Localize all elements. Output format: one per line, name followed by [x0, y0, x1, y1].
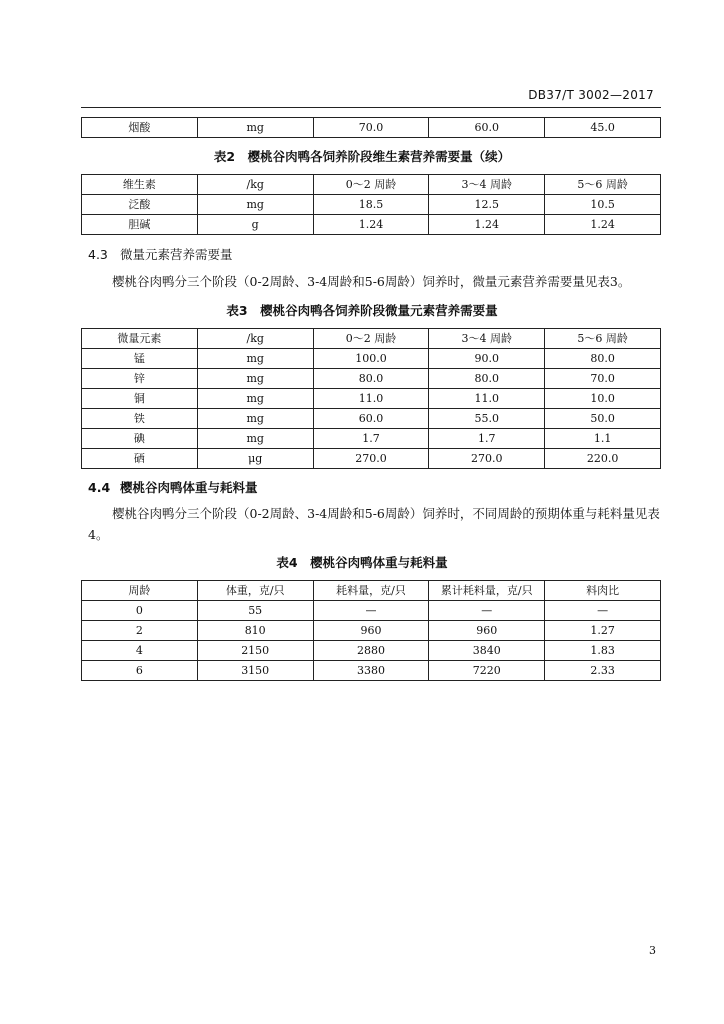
table-cell: 硒: [82, 449, 198, 469]
table-cell: 960: [429, 621, 545, 641]
table-cell: 11.0: [429, 389, 545, 409]
table-row: [82, 215, 661, 235]
table-cell: 3150: [197, 661, 313, 681]
table-cell: 2.33: [545, 661, 661, 681]
table-cell: 70.0: [545, 369, 661, 389]
table-cell: 960: [313, 621, 429, 641]
table3: [81, 328, 661, 469]
table-cell: 1.24: [545, 215, 661, 235]
table-cell: 80.0: [313, 369, 429, 389]
table-cell: 90.0: [429, 349, 545, 369]
table-cell: 45.0: [545, 118, 661, 138]
table-header-cell: 5～6 周龄: [545, 329, 661, 349]
table-cell: 80.0: [429, 369, 545, 389]
table-row: [82, 389, 661, 409]
table-row: [82, 118, 661, 138]
table-row: [82, 601, 661, 621]
table-cell: 胆碱: [82, 215, 198, 235]
table-cell: mg: [197, 195, 313, 215]
table-cell: 4: [82, 641, 198, 661]
table-cell: —: [545, 601, 661, 621]
table3-caption: 表3 樱桃谷肉鸭各饲养阶段微量元素营养需要量: [226, 303, 498, 318]
table-cell: 锌: [82, 369, 198, 389]
table-row: [82, 661, 661, 681]
table-cell: 2: [82, 621, 198, 641]
section-number: 4.4: [88, 480, 111, 495]
table-cell: 270.0: [429, 449, 545, 469]
table-row: [82, 409, 661, 429]
table-header-cell: /kg: [197, 329, 313, 349]
table-cell: 18.5: [313, 195, 429, 215]
table-row: [82, 429, 661, 449]
table-cell: 50.0: [545, 409, 661, 429]
table-cell: 60.0: [429, 118, 545, 138]
page-number: 3: [649, 944, 656, 957]
table-cell: 6: [82, 661, 198, 681]
section-title: 微量元素营养需要量: [120, 247, 233, 262]
table-header-cell: 料肉比: [545, 581, 661, 601]
table-header-cell: 微量元素: [82, 329, 198, 349]
table-cell: 55: [197, 601, 313, 621]
table-cell: 2880: [313, 641, 429, 661]
table-header-cell: 0～2 周龄: [313, 329, 429, 349]
table-cell: 铜: [82, 389, 198, 409]
table-cell: 80.0: [545, 349, 661, 369]
table-cell: 60.0: [313, 409, 429, 429]
document-code: DB37/T 3002—2017: [528, 88, 654, 102]
table2: [81, 174, 661, 235]
table-header-cell: 体重，克/只: [197, 581, 313, 601]
table-header-cell: 0～2 周龄: [313, 175, 429, 195]
table-cell: 1.24: [429, 215, 545, 235]
table-header-cell: /kg: [197, 175, 313, 195]
table-header-cell: 耗料量，克/只: [313, 581, 429, 601]
table-cell: 70.0: [313, 118, 429, 138]
table-cell: 11.0: [313, 389, 429, 409]
table-cell: 12.5: [429, 195, 545, 215]
table-cell: 810: [197, 621, 313, 641]
table2-caption: 表2 樱桃谷肉鸭各饲养阶段维生素营养需要量（续）: [213, 149, 511, 164]
table-header-cell: 5～6 周龄: [545, 175, 661, 195]
table-cell: 烟酸: [82, 118, 198, 138]
table-row: [82, 641, 661, 661]
table-row: [82, 449, 661, 469]
table-cell: 3380: [313, 661, 429, 681]
section-heading-4-3: [88, 245, 233, 263]
paragraph-4-4: 樱桃谷肉鸭分三个阶段（0-2周龄、3-4周龄和5-6周龄）饲养时，不同周龄的预期体重与耗料量见表4。: [88, 506, 660, 542]
table-header-row: [82, 175, 661, 195]
table-cell: 100.0: [313, 349, 429, 369]
table-cell: 泛酸: [82, 195, 198, 215]
paragraph-4-3: 樱桃谷肉鸭分三个阶段（0-2周龄、3-4周龄和5-6周龄）饲养时，微量元素营养需要量见表3。: [112, 274, 631, 289]
table-cell: mg: [197, 349, 313, 369]
table-cell: mg: [197, 118, 313, 138]
table-cell: mg: [197, 369, 313, 389]
table-cell: 7220: [429, 661, 545, 681]
table-cell: mg: [197, 409, 313, 429]
table-cell: 220.0: [545, 449, 661, 469]
section-heading-4-4: [88, 478, 258, 496]
table-cell: 1.7: [313, 429, 429, 449]
table4: [81, 580, 661, 681]
table-cell: g: [197, 215, 313, 235]
table-cell: 2150: [197, 641, 313, 661]
table-cell: 1.24: [313, 215, 429, 235]
table-cell: 10.0: [545, 389, 661, 409]
table-row: [82, 621, 661, 641]
table-row: [82, 369, 661, 389]
table-cell: 270.0: [313, 449, 429, 469]
table-cell: 铁: [82, 409, 198, 429]
table-row: [82, 195, 661, 215]
table-cell: 0: [82, 601, 198, 621]
table-header-cell: 3～4 周龄: [429, 175, 545, 195]
table-cell: 1.7: [429, 429, 545, 449]
header-rule: [81, 107, 661, 108]
table-continuation: [81, 117, 661, 138]
table-header-cell: 周龄: [82, 581, 198, 601]
table-cell: μg: [197, 449, 313, 469]
table-cell: 10.5: [545, 195, 661, 215]
table-row: [82, 349, 661, 369]
table-cell: 55.0: [429, 409, 545, 429]
table-header-row: [82, 329, 661, 349]
table-cell: 3840: [429, 641, 545, 661]
table-header-row: [82, 581, 661, 601]
section-title: 樱桃谷肉鸭体重与耗料量: [120, 480, 258, 495]
table-header-cell: 维生素: [82, 175, 198, 195]
table-cell: —: [313, 601, 429, 621]
table-header-cell: 累计耗料量，克/只: [429, 581, 545, 601]
table-cell: 锰: [82, 349, 198, 369]
table4-caption: 表4 樱桃谷肉鸭体重与耗料量: [276, 555, 448, 570]
table-cell: 1.27: [545, 621, 661, 641]
table-cell: mg: [197, 429, 313, 449]
table-cell: mg: [197, 389, 313, 409]
table-cell: —: [429, 601, 545, 621]
section-number: 4.3: [88, 247, 108, 262]
table-cell: 1.83: [545, 641, 661, 661]
table-cell: 碘: [82, 429, 198, 449]
table-header-cell: 3～4 周龄: [429, 329, 545, 349]
table-cell: 1.1: [545, 429, 661, 449]
